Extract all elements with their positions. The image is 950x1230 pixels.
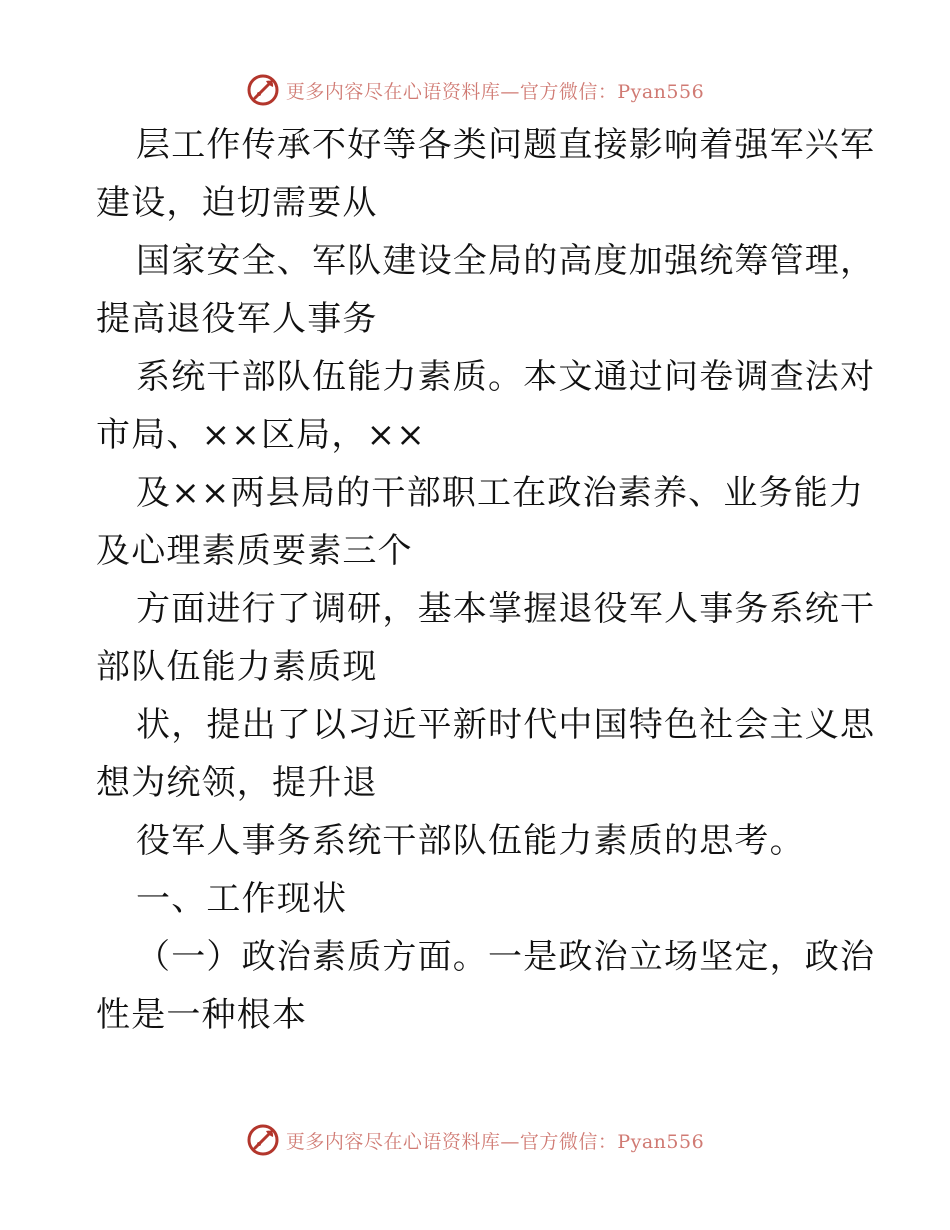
text-line: 及××两县局的干部职工在政治素养、业务能力	[136, 473, 865, 513]
text-line: 层工作传承不好等各类问题直接影响着强军兴军	[136, 125, 876, 165]
text-line: 性是一种根本	[96, 995, 308, 1035]
footer-watermark	[0, 1120, 950, 1160]
section-heading: 一、工作现状	[136, 879, 348, 919]
text-line: 方面进行了调研，基本掌握退役军人事务系统干	[136, 589, 876, 629]
quill-logo-icon	[246, 73, 280, 107]
text-line: 想为统领，提升退	[96, 763, 378, 803]
text-line: 提高退役军人事务	[96, 299, 378, 339]
text-line: 国家安全、军队建设全局的高度加强统筹管理，	[136, 241, 876, 281]
header-watermark-text: 更多内容尽在心语资料库—官方微信：Pyan556	[285, 80, 705, 103]
text-line: 部队伍能力素质现	[96, 647, 378, 687]
text-line: 系统干部队伍能力素质。本文通过问卷调查法对	[136, 357, 876, 397]
footer-watermark-text: 更多内容尽在心语资料库—官方微信：Pyan556	[285, 1130, 705, 1153]
text-line: 市局、××区局，××	[96, 415, 426, 455]
document-body	[96, 116, 876, 1044]
header-watermark	[0, 70, 950, 110]
quill-logo-icon	[246, 1123, 280, 1157]
text-line: 役军人事务系统干部队伍能力素质的思考。	[136, 821, 805, 861]
text-line: 状，提出了以习近平新时代中国特色社会主义思	[136, 705, 876, 745]
text-line: 及心理素质要素三个	[96, 531, 413, 571]
text-line: 建设，迫切需要从	[96, 183, 378, 223]
text-line: （一）政治素质方面。一是政治立场坚定，政治	[136, 937, 876, 977]
